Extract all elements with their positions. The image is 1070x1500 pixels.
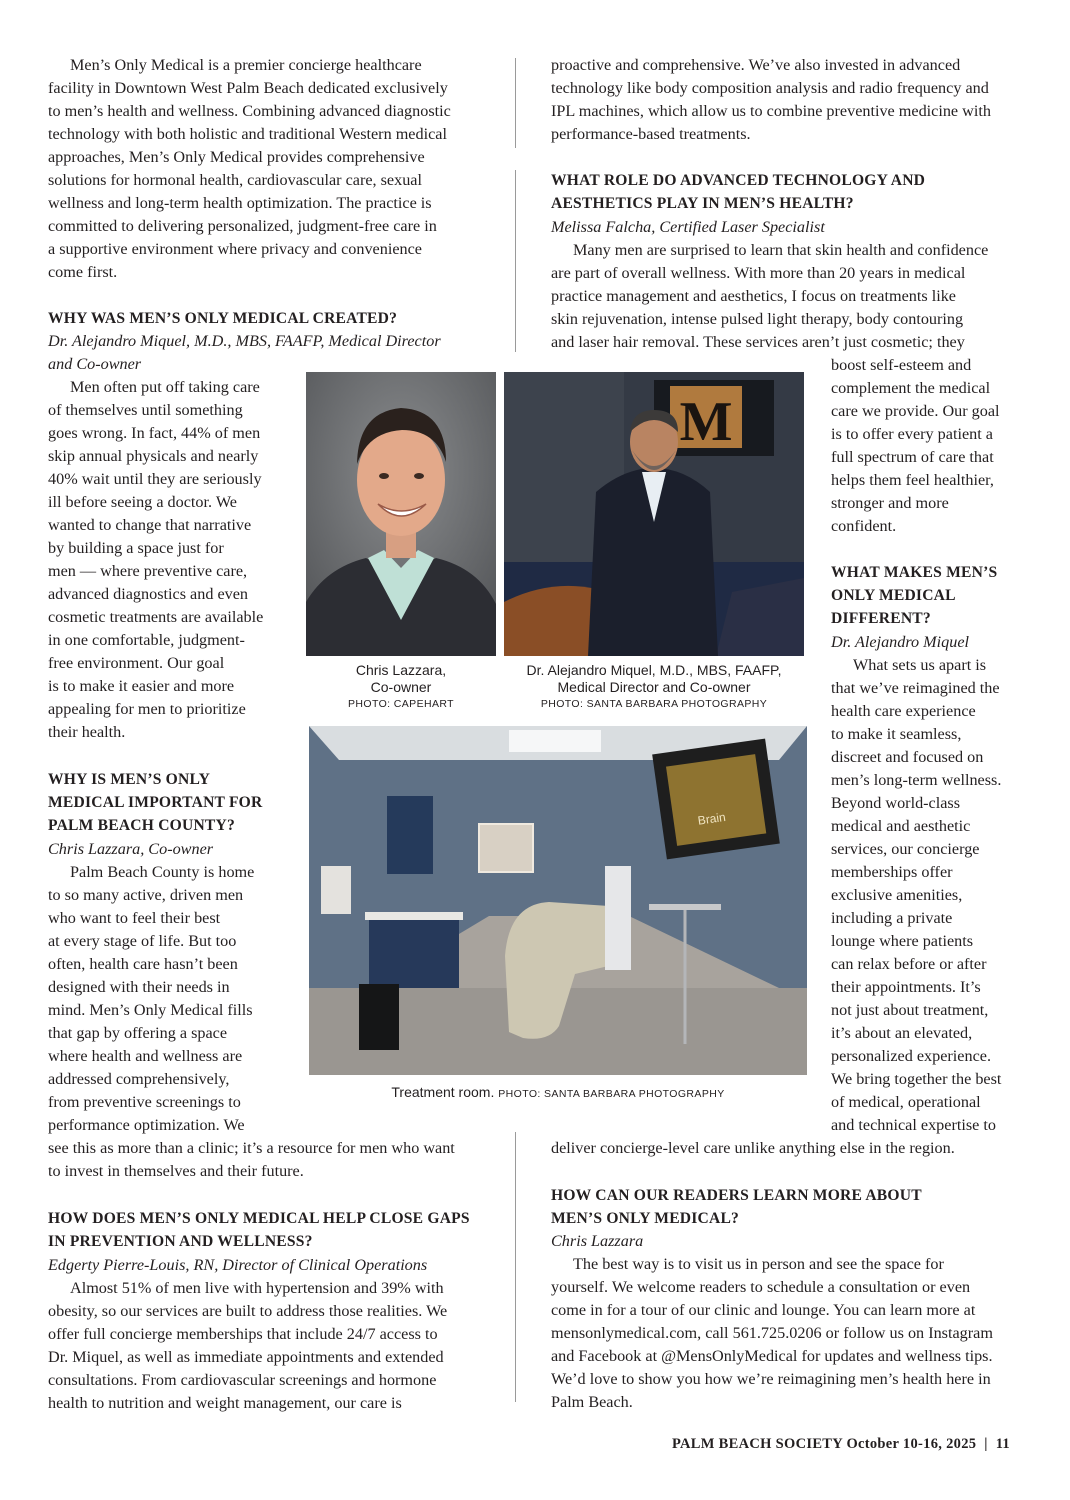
text-line: that gap by offering a space [48, 1024, 228, 1042]
section-paragraph [48, 376, 263, 744]
text-line: in one comfortable, judgment- [48, 631, 245, 649]
footer-separator: | [984, 1436, 988, 1452]
text-line: see this as more than a clinic; it’s a resource for men who want [48, 1139, 455, 1157]
photo-caption [309, 1084, 807, 1103]
text-line: goes wrong. In fact, 44% of men [48, 424, 261, 442]
text-line: skin rejuvenation, intense pulsed light therapy, body contouring [551, 310, 964, 328]
text-line: complement the medical [831, 379, 991, 397]
text-line: Palm Beach. [551, 1393, 633, 1411]
text-line: technology like body composition analysis and radio frequency and [551, 79, 989, 97]
photo-caption [306, 662, 496, 713]
text-line: mind. Men’s Only Medical fills [48, 1001, 253, 1019]
text-line: not just about treatment, [831, 1001, 989, 1019]
text-line: and Facebook at @MensOnlyMedical for updates and wellness tips. [551, 1347, 993, 1365]
text-line: men’s long-term wellness. [831, 771, 1002, 789]
section-paragraph [48, 1277, 447, 1415]
portrait-illustration [306, 372, 496, 656]
text-line: IPL machines, which allow us to combine preventive medicine with [551, 102, 991, 120]
text-line: skip annual physicals and nearly [48, 447, 259, 465]
text-line: obesity, so our services are built to address those realities. We [48, 1302, 448, 1320]
text-line: from preventive screenings to [48, 1093, 241, 1111]
byline [48, 330, 441, 376]
text-line: often, health care hasn’t been [48, 955, 238, 973]
text-line: stronger and more [831, 494, 949, 512]
photo-dr-miquel [504, 372, 804, 656]
text-line: appealing for men to prioritize [48, 700, 246, 718]
publication-name: PALM BEACH SOCIETY [671, 1436, 843, 1452]
heading-line: AESTHETICS PLAY IN MEN’S HEALTH? [551, 195, 854, 212]
text-line: exclusive amenities, [831, 886, 963, 904]
text-line: is to offer every patient a [831, 425, 993, 443]
caption-line: Dr. Alejandro Miquel, M.D., MBS, FAAFP, [526, 662, 782, 678]
text-line: addressed comprehensively, [48, 1070, 230, 1088]
text-line: care we provide. Our goal [831, 402, 1000, 420]
text-line: cosmetic treatments are available [48, 608, 264, 626]
text-line: their health. [48, 723, 126, 741]
text-line: to invest in themselves and their future. [48, 1162, 304, 1180]
text-line: are part of overall wellness. With more than 20 years in medical [551, 264, 966, 282]
text-line: Palm Beach County is home [70, 863, 255, 881]
photo-treatment-room [309, 726, 807, 1075]
text-line: practice management and aesthetics, I focus on treatments like [551, 287, 956, 305]
text-line: offer full concierge memberships that include 24/7 access to [48, 1325, 438, 1343]
section-paragraph [831, 354, 1000, 538]
section-paragraph [551, 1253, 993, 1414]
text-line: it’s about an elevated, [831, 1024, 973, 1042]
logo-letter: M [679, 391, 733, 453]
caption-line: Treatment room. [391, 1084, 495, 1100]
photo-credit: PHOTO: CAPEHART [348, 698, 454, 710]
photo-credit: PHOTO: SANTA BARBARA PHOTOGRAPHY [498, 1088, 725, 1100]
section-heading: WHY WAS MEN’S ONLY MEDICAL CREATED? [48, 310, 398, 327]
section-heading [48, 768, 262, 837]
heading-line: WHAT MAKES MEN’S [831, 564, 998, 581]
text-line: to make it seamless, [831, 725, 962, 743]
text-line: mensonlymedical.com, call 561.725.0206 or follow us on Instagram [551, 1324, 993, 1342]
text-line: deliver concierge-level care unlike anything else in the region. [551, 1139, 955, 1157]
column-rule [515, 1132, 516, 1402]
section-heading [48, 1207, 470, 1253]
photo-credit: PHOTO: SANTA BARBARA PHOTOGRAPHY [540, 698, 768, 710]
text-line: performance-based treatments. [551, 125, 751, 143]
text-line: of medical, operational [831, 1093, 981, 1111]
text-line: Men often put off taking care [70, 378, 260, 396]
text-line: to so many active, driven men [48, 886, 244, 904]
byline: Chris Lazzara, Co-owner [48, 840, 214, 858]
text-line: performance optimization. We [48, 1116, 245, 1134]
page-number: 11 [995, 1436, 1010, 1452]
text-line: who want to feel their best [48, 909, 221, 927]
section-heading [551, 169, 925, 215]
text-line: come in for a tour of our clinic and lounge. You can learn more at [551, 1301, 976, 1319]
text-line: Beyond world-class [831, 794, 961, 812]
caption-line: Medical Director and Co-owner [557, 679, 751, 695]
text-line: technology with both holistic and traditional Western medical [48, 125, 447, 143]
text-line: What sets us apart is [853, 656, 987, 674]
text-line: come first. [48, 263, 118, 281]
text-line: that we’ve reimagined the [831, 679, 1000, 697]
photo-caption [504, 662, 804, 713]
text-line: confident. [831, 517, 897, 535]
text-line: 40% wait until they are seriously [48, 470, 262, 488]
text-line: advanced diagnostics and even [48, 585, 249, 603]
byline: Melissa Falcha, Certified Laser Specialist [551, 218, 825, 236]
text-line: consultations. From cardiovascular screenings and hormone [48, 1371, 437, 1389]
text-line: proactive and comprehensive. We’ve also invested in advanced [551, 56, 961, 74]
byline: Chris Lazzara [551, 1232, 644, 1250]
text-line: designed with their needs in [48, 978, 230, 996]
text-line: Almost 51% of men live with hypertension and 39% with [70, 1279, 444, 1297]
text-line: wellness and long-term health optimization. The practice is [48, 194, 432, 212]
text-line: services, our concierge [831, 840, 980, 858]
caption-line: Co-owner [370, 679, 432, 695]
column-rule [515, 58, 516, 148]
text-line: a supportive environment where privacy and convenience [48, 240, 422, 258]
text-line: personalized experience. [831, 1047, 991, 1065]
heading-line: DIFFERENT? [831, 610, 931, 627]
heading-line: WHAT ROLE DO ADVANCED TECHNOLOGY AND [551, 172, 926, 189]
text-line: and laser hair removal. These services aren’t just cosmetic; they [551, 333, 965, 351]
section-paragraph [551, 239, 988, 354]
section-heading [551, 1184, 922, 1230]
heading-line: HOW CAN OUR READERS LEARN MORE ABOUT [551, 1187, 922, 1204]
caption-line: Chris Lazzara, [355, 662, 447, 678]
text-line: their appointments. It’s [831, 978, 981, 996]
text-line: yourself. We welcome readers to schedule a consultation or even [551, 1278, 971, 1296]
text-line: and technical expertise to [831, 1116, 996, 1134]
text-line: of themselves until something [48, 401, 243, 419]
text-line: facility in Downtown West Palm Beach dedicated exclusively [48, 79, 448, 97]
text-line: full spectrum of care that [831, 448, 994, 466]
text-line: solutions for hormonal health, cardiovascular care, sexual [48, 171, 422, 189]
text-line: helps them feel healthier, [831, 471, 994, 489]
photo-chris-lazzara [306, 372, 496, 656]
text-line: memberships offer [831, 863, 953, 881]
text-line: Men’s Only Medical is a premier concierge healthcare [70, 56, 422, 74]
text-line: to men’s health and wellness. Combining advanced diagnostic [48, 102, 451, 120]
heading-line: ONLY MEDICAL [831, 587, 956, 604]
text-line: free environment. Our goal [48, 654, 225, 672]
text-line: committed to delivering personalized, judgment-free care in [48, 217, 437, 235]
text-line: discreet and focused on [831, 748, 984, 766]
text-line: ill before seeing a doctor. We [48, 493, 237, 511]
issue-date: October 10-16, 2025 [846, 1436, 977, 1452]
text-line: health to nutrition and weight management, our care is [48, 1394, 402, 1412]
byline: Dr. Alejandro Miquel [831, 633, 970, 651]
text-line: Many men are surprised to learn that skin health and confidence [573, 241, 989, 259]
text-line: where health and wellness are [48, 1047, 243, 1065]
text-line: lounge where patients [831, 932, 974, 950]
text-line: health care experience [831, 702, 976, 720]
text-line: men — where preventive care, [48, 562, 248, 580]
heading-line: IN PREVENTION AND WELLNESS? [48, 1233, 313, 1250]
text-line: approaches, Men’s Only Medical provides comprehensive [48, 148, 425, 166]
text-line: can relax before or after [831, 955, 987, 973]
text-line: including a private [831, 909, 953, 927]
section-heading [831, 561, 997, 630]
page-footer [672, 1436, 1010, 1453]
text-line: boost self-esteem and [831, 356, 972, 374]
portrait-illustration [504, 372, 804, 656]
text-line: at every stage of life. But too [48, 932, 237, 950]
byline: Edgerty Pierre-Louis, RN, Director of Clinical Operations [48, 1256, 428, 1274]
section-paragraph [551, 54, 991, 146]
text-line: Dr. Miquel, as well as immediate appointments and extended [48, 1348, 444, 1366]
column-rule [515, 170, 516, 352]
heading-line: MEDICAL IMPORTANT FOR [48, 794, 263, 811]
text-line: We’d love to show you how we’re reimagining men’s health here in [551, 1370, 991, 1388]
section-paragraph [831, 654, 1001, 1137]
room-illustration [309, 726, 807, 1075]
text-line: is to make it easier and more [48, 677, 235, 695]
heading-line: PALM BEACH COUNTY? [48, 817, 235, 834]
intro-paragraph [48, 54, 451, 284]
heading-line: HOW DOES MEN’S ONLY MEDICAL HELP CLOSE GAPS [48, 1210, 470, 1227]
text-line: We bring together the best [831, 1070, 1002, 1088]
text-line: by building a space just for [48, 539, 224, 557]
heading-line: WHY IS MEN’S ONLY [48, 771, 211, 788]
text-line: The best way is to visit us in person and see the space for [573, 1255, 944, 1273]
text-line: medical and aesthetic [831, 817, 971, 835]
tv-text: Brain [696, 809, 727, 828]
text-line: wanted to change that narrative [48, 516, 252, 534]
byline-line: Dr. Alejandro Miquel, M.D., MBS, FAAFP, Medical Director [48, 332, 441, 350]
heading-line: MEN’S ONLY MEDICAL? [551, 1210, 740, 1227]
byline-line: and Co-owner [48, 355, 142, 373]
